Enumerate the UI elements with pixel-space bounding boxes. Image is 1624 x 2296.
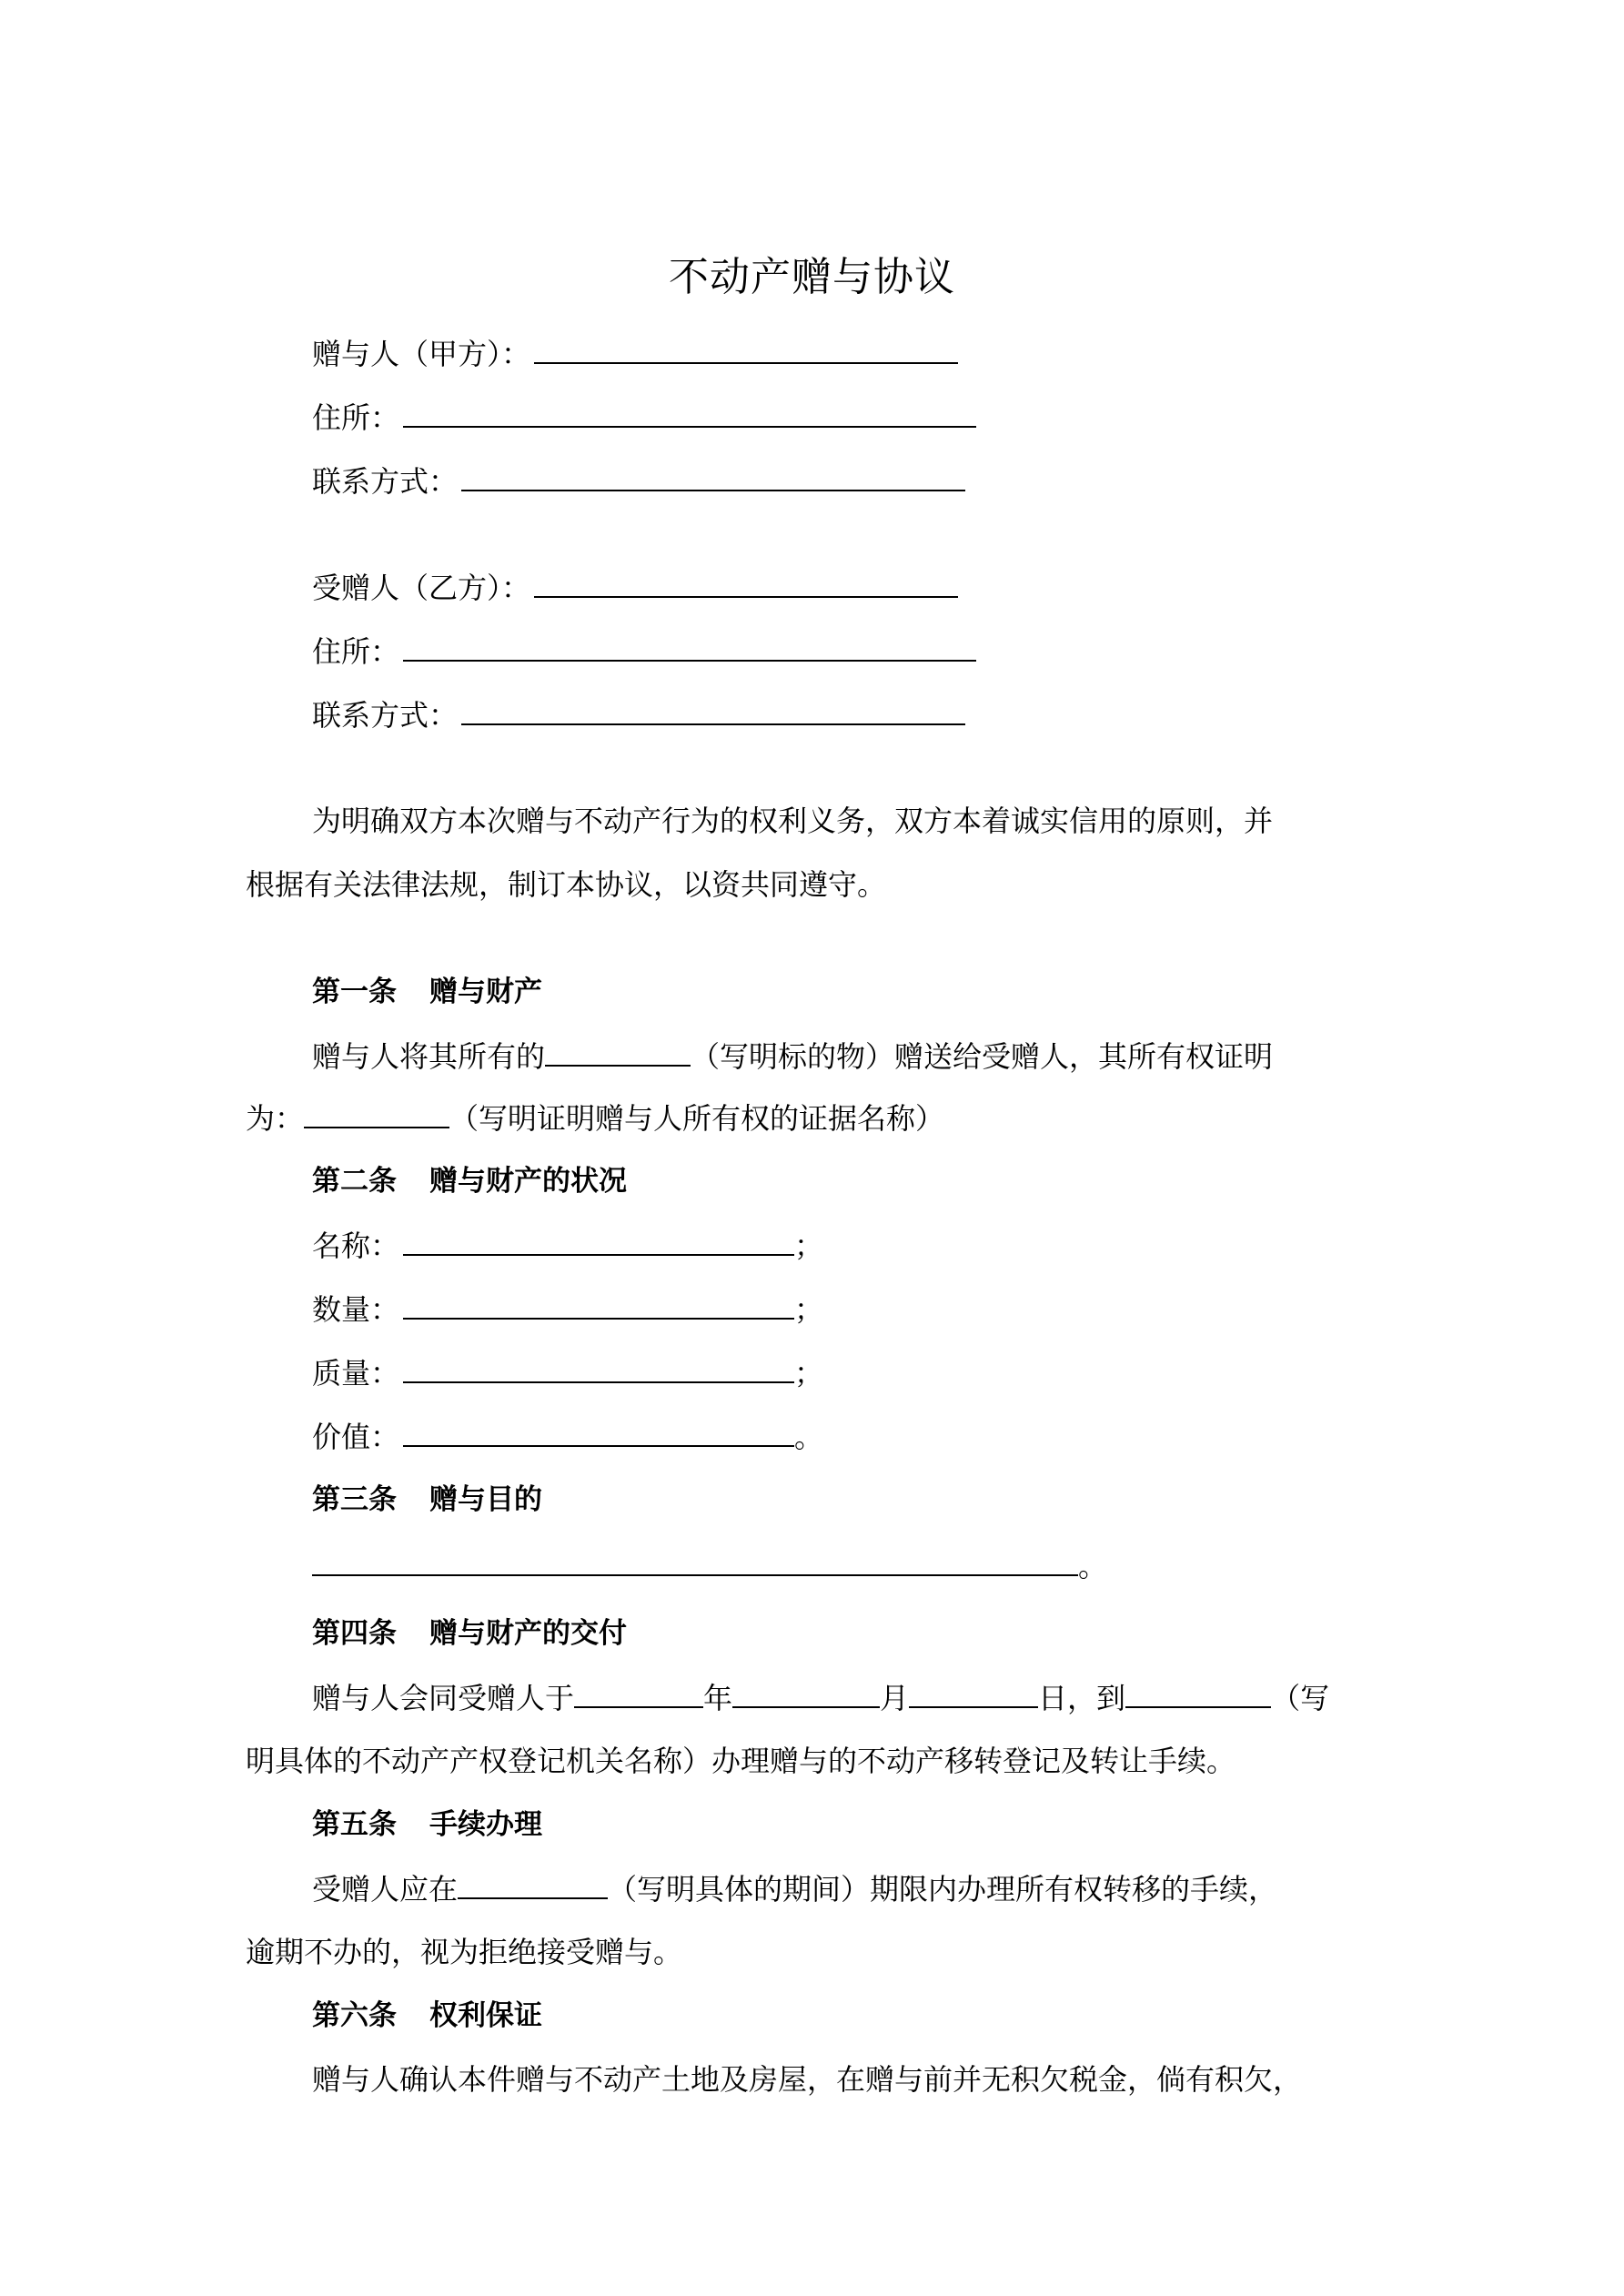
article-1-subject-blank[interactable] — [545, 1037, 691, 1067]
field-quality-blank[interactable] — [403, 1354, 794, 1383]
article-1-text-a: 赠与人将其所有的 — [312, 1039, 546, 1074]
donee-address-row — [312, 632, 976, 670]
field-quantity-blank[interactable] — [403, 1290, 794, 1320]
field-end: ； — [794, 1292, 824, 1327]
article-4-text-a: 赠与人会同受赠人于 — [312, 1681, 575, 1715]
donee-contact-row — [312, 696, 965, 733]
article-3-number: 第三条 — [312, 1483, 397, 1516]
document-title: 不动产赠与协议 — [669, 254, 955, 300]
field-label: 质量： — [312, 1356, 400, 1391]
article-2-field-quantity — [312, 1290, 823, 1328]
article-6-line-1: 赠与人确认本件赠与不动产土地及房屋，在赠与前并无积欠税金，倘有积欠， — [312, 2062, 1303, 2097]
field-end: ； — [794, 1356, 824, 1391]
article-3-heading — [312, 1482, 542, 1518]
donor-address-blank[interactable] — [403, 399, 976, 428]
field-name-blank[interactable] — [403, 1227, 794, 1256]
year-blank[interactable] — [574, 1679, 703, 1708]
donee-address-label: 住所： — [312, 634, 400, 669]
purpose-blank[interactable] — [312, 1547, 1078, 1576]
article-1-number: 第一条 — [312, 976, 397, 1008]
field-label: 名称： — [312, 1229, 400, 1263]
donor-contact-row — [312, 462, 965, 500]
article-4-heading — [312, 1615, 627, 1652]
article-1-text-c: 为： — [246, 1101, 305, 1136]
article-5-text-b: （写明具体的期间）期限内办理所有权转移的手续， — [608, 1872, 1278, 1907]
article-1-text-b: （写明标的物）赠送给受赠人，其所有权证明 — [691, 1039, 1274, 1074]
article-6-heading — [312, 1998, 542, 2034]
field-label: 价值： — [312, 1420, 400, 1454]
donor-name-row — [312, 335, 958, 372]
article-1-title: 赠与财产 — [429, 976, 542, 1008]
donee-address-blank[interactable] — [403, 632, 976, 662]
article-5-number: 第五条 — [312, 1808, 397, 1841]
article-1-line-2 — [246, 1099, 944, 1137]
article-2-field-value — [312, 1418, 823, 1455]
article-3-title: 赠与目的 — [429, 1483, 542, 1516]
period-blank[interactable] — [458, 1870, 608, 1899]
field-end: ； — [794, 1229, 824, 1263]
donor-contact-blank[interactable] — [461, 462, 965, 491]
preamble-line-2: 根据有关法律法规，制订本协议，以资共同遵守。 — [246, 867, 887, 902]
article-4-line-2: 明具体的不动产产权登记机关名称）办理赠与的不动产移转登记及转让手续。 — [246, 1744, 1236, 1778]
article-1-heading — [312, 974, 542, 1010]
donor-contact-label: 联系方式： — [312, 464, 459, 499]
article-2-field-name — [312, 1227, 823, 1264]
article-1-proof-blank[interactable] — [304, 1099, 449, 1128]
preamble-line-1: 为明确双方本次赠与不动产行为的权利义务，双方本着诚实信用的原则，并 — [312, 804, 1274, 838]
article-2-field-quality — [312, 1354, 823, 1391]
donee-name-blank[interactable] — [534, 569, 958, 598]
article-1-text-d: （写明证明赠与人所有权的证据名称） — [449, 1101, 945, 1136]
month-label: 月 — [880, 1681, 910, 1715]
article-2-heading — [312, 1163, 627, 1199]
article-4-number: 第四条 — [312, 1617, 397, 1650]
field-end: 。 — [794, 1420, 824, 1454]
month-blank[interactable] — [732, 1679, 880, 1708]
field-label: 数量： — [312, 1292, 400, 1327]
article-4-text-b: （写 — [1271, 1681, 1330, 1715]
donor-address-label: 住所： — [312, 400, 400, 435]
donor-address-row — [312, 399, 976, 436]
article-6-number: 第六条 — [312, 1999, 397, 2032]
donee-name-row — [312, 569, 958, 606]
article-2-title: 赠与财产的状况 — [429, 1165, 627, 1198]
registry-blank[interactable] — [1125, 1679, 1271, 1708]
field-value-blank[interactable] — [403, 1418, 794, 1447]
donee-name-label: 受赠人（乙方）： — [312, 571, 531, 605]
article-3-purpose-row — [312, 1547, 1107, 1584]
purpose-end: 。 — [1078, 1549, 1108, 1583]
article-1-line-1 — [312, 1037, 1273, 1075]
donee-contact-blank[interactable] — [461, 696, 965, 725]
donor-name-blank[interactable] — [534, 335, 958, 364]
day-blank[interactable] — [909, 1679, 1038, 1708]
article-4-line-1 — [312, 1679, 1329, 1716]
day-label: 日，到 — [1038, 1681, 1126, 1715]
article-5-line-1 — [312, 1870, 1277, 1907]
article-5-title: 手续办理 — [429, 1808, 542, 1841]
article-5-text-a: 受赠人应在 — [312, 1872, 459, 1907]
year-label: 年 — [703, 1681, 733, 1715]
donor-name-label: 赠与人（甲方）： — [312, 337, 531, 371]
article-2-number: 第二条 — [312, 1165, 397, 1198]
donee-contact-label: 联系方式： — [312, 698, 459, 733]
article-4-title: 赠与财产的交付 — [429, 1617, 627, 1650]
article-5-line-2: 逾期不办的，视为拒绝接受赠与。 — [246, 1935, 683, 1969]
article-6-title: 权利保证 — [429, 1999, 542, 2032]
article-5-heading — [312, 1806, 542, 1843]
